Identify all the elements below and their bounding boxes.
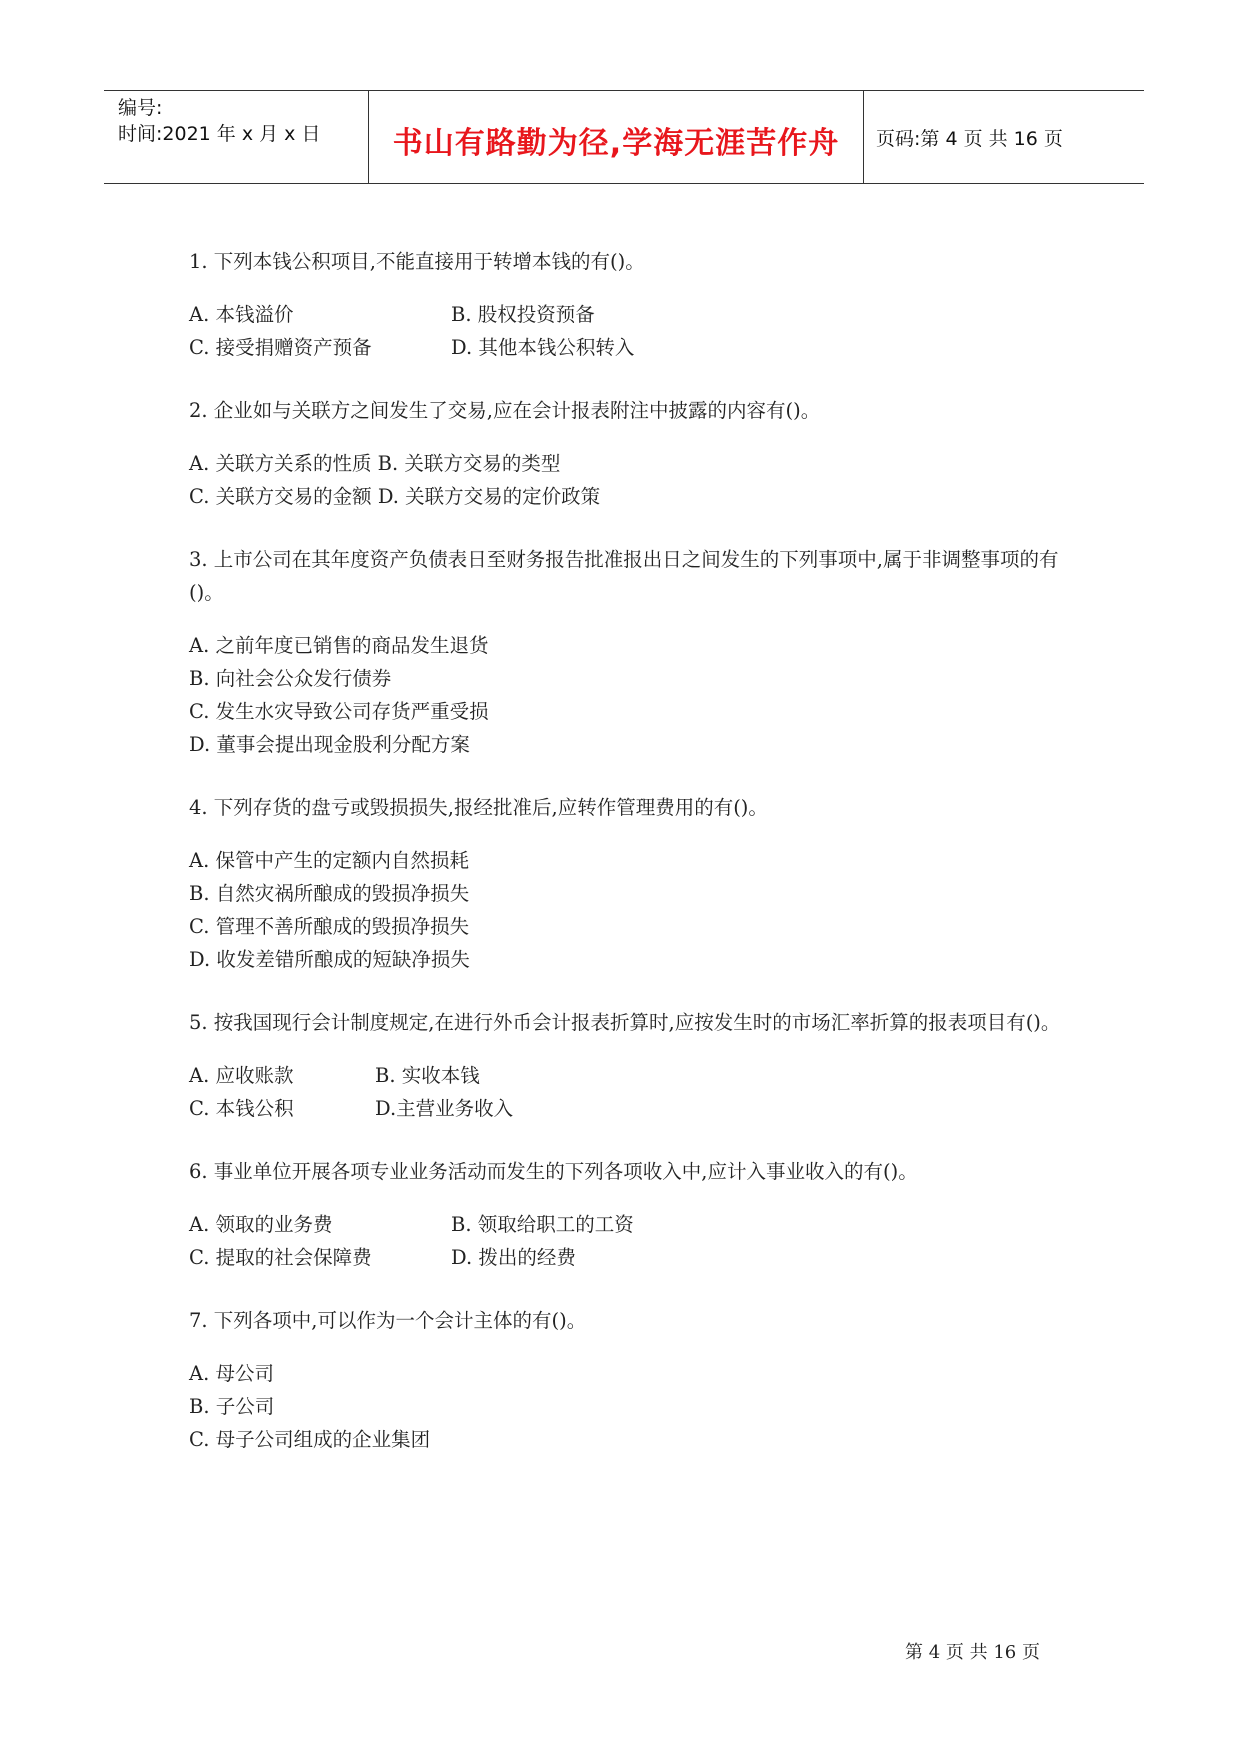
question-text: 7. 下列各项中,可以作为一个会计主体的有()。: [189, 1309, 587, 1332]
option-row: [189, 1059, 1069, 1092]
option-row: [189, 1241, 1069, 1274]
option-row: [189, 910, 1069, 943]
option-d: D. 其他本钱公积转入: [451, 336, 635, 359]
option-a: A. 保管中产生的定额内自然损耗: [189, 849, 469, 872]
option-row: [189, 480, 1069, 513]
question-text: 3. 上市公司在其年度资产负债表日至财务报告批准报出日之间发生的下列事项中,属于非调整事项的有()。: [189, 548, 1059, 604]
header-page-info: 页码:第 4 页 共 16 页: [876, 128, 1063, 150]
option-c-d: C. 关联方交易的金额 D. 关联方交易的定价政策: [189, 485, 601, 508]
question-options: [189, 298, 1069, 364]
question-options: [189, 1357, 1069, 1456]
option-c: C. 母子公司组成的企业集团: [189, 1428, 431, 1451]
question-5: [189, 1006, 1069, 1125]
option-b: B. 股权投资预备: [451, 303, 595, 326]
header-motto-cell: [369, 91, 864, 183]
option-row: [189, 447, 1069, 480]
option-row: [189, 1092, 1069, 1125]
option-c: C. 本钱公积: [189, 1097, 294, 1120]
question-7: [189, 1304, 1069, 1456]
question-options: [189, 447, 1069, 513]
option-row: [189, 877, 1069, 910]
option-row: [189, 844, 1069, 877]
question-text: 2. 企业如与关联方之间发生了交易,应在会计报表附注中披露的内容有()。: [189, 399, 821, 422]
option-row: [189, 331, 1069, 364]
question-4: [189, 791, 1069, 976]
option-row: [189, 943, 1069, 976]
option-row: [189, 1208, 1069, 1241]
option-row: [189, 662, 1069, 695]
option-a: A. 母公司: [189, 1362, 274, 1385]
question-text: 1. 下列本钱公积项目,不能直接用于转增本钱的有()。: [189, 250, 645, 273]
motto-text: 书山有路勤为径,学海无涯苦作舟: [392, 126, 840, 161]
option-b: B. 向社会公众发行债券: [189, 667, 392, 690]
question-options: [189, 844, 1069, 976]
question-options: [189, 1208, 1069, 1274]
option-b: B. 领取给职工的工资: [451, 1213, 634, 1236]
option-d: D.主营业务收入: [375, 1097, 514, 1120]
option-row: [189, 1423, 1069, 1456]
option-row: [189, 1390, 1069, 1423]
option-a: A. 本钱溢价: [189, 303, 294, 326]
option-b: B. 自然灾祸所酿成的毁损净损失: [189, 882, 470, 905]
option-row: [189, 298, 1069, 331]
question-options: [189, 629, 1069, 761]
question-6: [189, 1155, 1069, 1274]
question-2: [189, 394, 1069, 513]
question-text: 4. 下列存货的盘亏或毁损损失,报经批准后,应转作管理费用的有()。: [189, 796, 768, 819]
option-row: [189, 629, 1069, 662]
header-meta-cell: [104, 91, 369, 183]
question-list: [189, 245, 1069, 1486]
option-a: A. 之前年度已销售的商品发生退货: [189, 634, 489, 657]
footer-page-number: 第 4 页 共 16 页: [905, 1642, 1040, 1663]
question-3: [189, 543, 1069, 761]
option-c: C. 接受捐赠资产预备: [189, 336, 372, 359]
option-a-b: A. 关联方关系的性质 B. 关联方交易的类型: [189, 452, 561, 475]
page-header: [104, 90, 1144, 184]
header-page-cell: [864, 91, 1144, 183]
option-row: [189, 728, 1069, 761]
option-a: A. 应收账款: [189, 1064, 294, 1087]
option-d: D. 收发差错所酿成的短缺净损失: [189, 948, 470, 971]
option-b: B. 子公司: [189, 1395, 275, 1418]
question-text: 5. 按我国现行会计制度规定,在进行外币会计报表折算时,应按发生时的市场汇率折算的报表项目有()。: [189, 1011, 1061, 1034]
document-number-label: 编号:: [118, 97, 163, 119]
option-c: C. 提取的社会保障费: [189, 1246, 372, 1269]
question-1: [189, 245, 1069, 364]
option-d: D. 董事会提出现金股利分配方案: [189, 733, 470, 756]
option-a: A. 领取的业务费: [189, 1213, 333, 1236]
option-b: B. 实收本钱: [375, 1064, 480, 1087]
option-row: [189, 1357, 1069, 1390]
question-options: [189, 1059, 1069, 1125]
document-time-label: 时间:2021 年 x 月 x 日: [118, 123, 321, 145]
option-row: [189, 695, 1069, 728]
option-d: D. 拨出的经费: [451, 1246, 576, 1269]
option-c: C. 发生水灾导致公司存货严重受损: [189, 700, 489, 723]
question-text: 6. 事业单位开展各项专业业务活动而发生的下列各项收入中,应计入事业收入的有()。: [189, 1160, 918, 1183]
option-c: C. 管理不善所酿成的毁损净损失: [189, 915, 470, 938]
